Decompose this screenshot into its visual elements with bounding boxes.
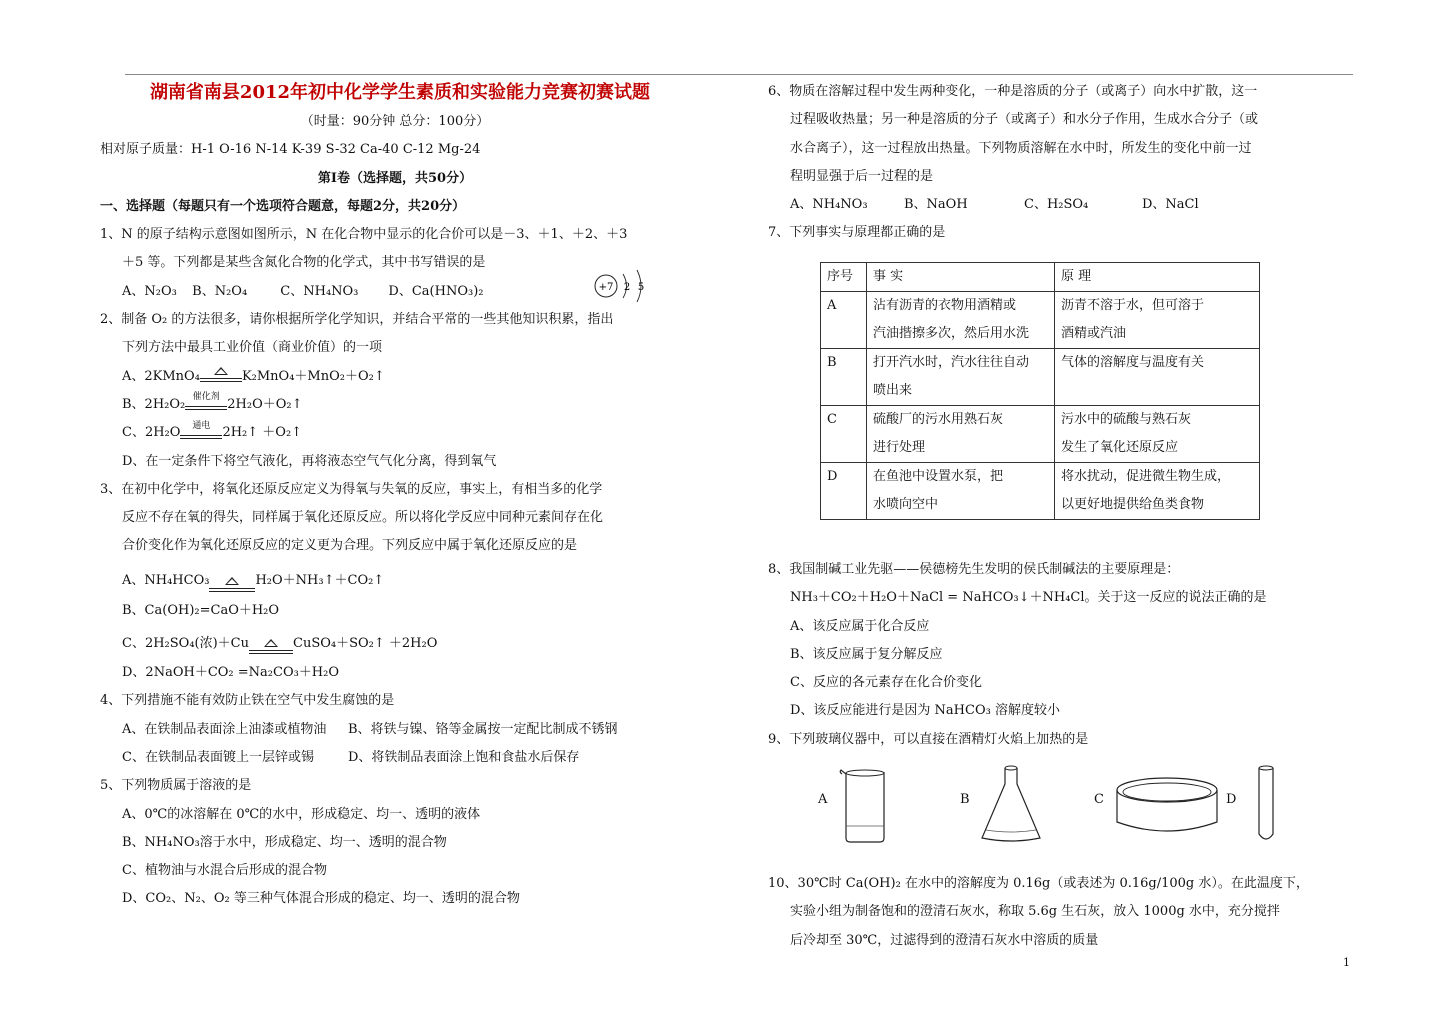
q3-option-a bbox=[100, 561, 690, 597]
page-number: 1 bbox=[1343, 956, 1350, 969]
table-cell: 将水扰动，促进微生物生成， 以更好地提供给鱼类食物 bbox=[1055, 463, 1260, 520]
q2-option-d: D、在一定条件下将空气液化，再将液态空气气化分离，得到氧气 bbox=[122, 453, 497, 469]
q3-stem-line2: 反应不存在氧的得失，同样属于氧化还原反应。所以将化学反应中同种元素间存在化 bbox=[122, 510, 604, 526]
catalyst-label: 催化剂 bbox=[192, 392, 220, 403]
table-row bbox=[821, 463, 1260, 520]
atom-shell1-label: 2 bbox=[623, 282, 631, 293]
q6-stem-line1: 6、物质在溶解过程中发生两种变化，一种是溶质的分子（或离子）向水中扩散，这一 bbox=[768, 84, 1258, 99]
table-header-cell: 事 实 bbox=[867, 263, 1055, 292]
q1-option-c: C、NH₄NO₃ bbox=[280, 283, 359, 299]
q10-block bbox=[768, 870, 1368, 955]
q7-stem: 7、下列事实与原理都正确的是 bbox=[768, 225, 946, 241]
glassware-label-d: D bbox=[1226, 792, 1237, 807]
q8-q10-block bbox=[768, 556, 1358, 754]
atomic-masses: 相对原子质量：H-1 O-16 N-14 K-39 S-32 Ca-40 C-12 Mg-24 bbox=[100, 142, 481, 158]
table-cell: 沾有沥青的衣物用酒精或 汽油揩擦多次，然后用水洗 bbox=[867, 292, 1055, 349]
q2-b-reactant: B、2H₂O₂ bbox=[122, 396, 186, 412]
q2-stem-line2: 下列方法中最具工业价值（商业价值）的一项 bbox=[122, 340, 383, 356]
q5-option-b: B、NH₄NO₃溶于水中，形成稳定、均一、透明的混合物 bbox=[122, 834, 447, 850]
q5-option-a: A、0℃的冰溶解在 0℃的水中，形成稳定、均一、透明的液体 bbox=[122, 806, 481, 822]
glassware-label-b: B bbox=[960, 792, 970, 807]
q3-option-d: D、2NaOH＋CO₂ =Na₂CO₃＋H₂O bbox=[122, 665, 340, 681]
q1-option-a: A、N₂O₃ bbox=[122, 283, 177, 299]
table-cell: 沥青不溶于水，但可溶于 酒精或汽油 bbox=[1055, 292, 1260, 349]
q3-a-product: H₂O＋NH₃↑＋CO₂↑ bbox=[255, 572, 385, 588]
q6-option-a: A、NH₄NO₃ bbox=[790, 197, 868, 213]
heat-equals-sign bbox=[249, 635, 293, 663]
q1-option-b: B、N₂O₄ bbox=[192, 283, 248, 299]
nitrogen-atom-diagram bbox=[590, 266, 660, 306]
q8-stem-line1: 8、我国制碱工业先驱——侯德榜先生发明的侯氏制碱法的主要原理是： bbox=[768, 562, 1180, 577]
table-row bbox=[821, 406, 1260, 463]
q2-a-reactant: A、2KMnO₄ bbox=[122, 368, 200, 384]
q4-option-d: D、将铁制品表面涂上饱和食盐水后保存 bbox=[348, 749, 580, 765]
table-cell: 打开汽水时，汽水往往自动 喷出来 bbox=[867, 349, 1055, 406]
table-cell: C bbox=[821, 406, 867, 463]
beaker-icon bbox=[836, 766, 896, 846]
q4-options-cd bbox=[100, 744, 690, 772]
table-header-cell: 序号 bbox=[821, 263, 867, 292]
q6-option-b: B、NaOH bbox=[904, 197, 968, 213]
q6-option-d: D、NaCl bbox=[1142, 197, 1199, 213]
q4-options-ab bbox=[100, 716, 690, 744]
q2-b-product: 2H₂O＋O₂↑ bbox=[227, 396, 303, 412]
q4-option-b: B、将铁与镍、铬等金属按一定配比制成不锈钢 bbox=[348, 721, 618, 737]
heat-triangle-icon bbox=[264, 639, 278, 647]
table-row bbox=[821, 349, 1260, 406]
q6-stem-line3: 水合离子），这一过程放出热量。下列物质溶解在水中时，所发生的变化中前一过 bbox=[790, 140, 1252, 156]
q5-stem: 5、下列物质属于溶液的是 bbox=[100, 778, 252, 794]
table-header-row bbox=[821, 263, 1260, 292]
q4-option-a: A、在铁制品表面涂上油漆或植物油 bbox=[122, 721, 327, 737]
q2-stem-line1: 2、制备 O₂ 的方法很多，请你根据所学化学知识，并结合平常的一些其他知识积累，指出 bbox=[100, 312, 614, 328]
heat-equals-sign bbox=[209, 573, 255, 601]
q8-option-b: B、该反应属于复分解反应 bbox=[790, 646, 943, 662]
test-tube-icon bbox=[1252, 764, 1282, 844]
glassware-label-a: A bbox=[818, 792, 828, 807]
q3-option-c bbox=[100, 625, 690, 659]
q3-stem-line3: 合价变化作为氧化还原反应的定义更为合理。下列反应中属于氧化还原反应的是 bbox=[122, 538, 578, 554]
heat-triangle-icon bbox=[214, 367, 228, 375]
right-column bbox=[768, 78, 1358, 948]
atom-shell2-label: 5 bbox=[637, 282, 645, 293]
section1-header: 一、选择题（每题只有一个选项符合题意，每题2分，共20分） bbox=[100, 198, 466, 214]
time-info: （时量：90分钟 总分：100分） bbox=[300, 114, 490, 129]
q5-option-c: C、植物油与水混合后形成的混合物 bbox=[122, 863, 327, 879]
electrolysis-label: 通电 bbox=[192, 420, 211, 431]
q8-option-d: D、该反应能进行是因为 NaHCO₃ 溶解度较小 bbox=[790, 703, 1060, 719]
q6-stem-line4: 程明显强于后一过程的是 bbox=[790, 168, 934, 184]
q3-a-reactant: A、NH₄HCO₃ bbox=[122, 572, 210, 588]
table-cell: B bbox=[821, 349, 867, 406]
heat-triangle-icon bbox=[225, 577, 239, 585]
table-cell: 硫酸厂的污水用熟石灰 进行处理 bbox=[867, 406, 1055, 463]
table-row bbox=[821, 292, 1260, 349]
q8-stem-line2: NH₃＋CO₂＋H₂O＋NaCl = NaHCO₃↓＋NH₄Cl。关于这一反应的说法正确的是 bbox=[790, 590, 1267, 606]
part1-header: 第Ⅰ卷（选择题，共50分） bbox=[317, 170, 473, 186]
q2-a-product: K₂MnO₄＋MnO₂＋O₂↑ bbox=[241, 368, 385, 384]
catalyst-equals-sign bbox=[185, 391, 227, 419]
conical-flask-icon bbox=[976, 764, 1046, 844]
table-cell: A bbox=[821, 292, 867, 349]
table-header-cell: 原 理 bbox=[1055, 263, 1260, 292]
page-title: 湖南省南县2012年初中化学学生素质和实验能力竞赛初赛试题 bbox=[149, 82, 651, 103]
table-cell: D bbox=[821, 463, 867, 520]
electrolysis-equals-sign bbox=[180, 420, 222, 448]
q1-option-d: D、Ca(HNO₃)₂ bbox=[388, 283, 484, 299]
table-cell: 污水中的硫酸与熟石灰 发生了氧化还原反应 bbox=[1055, 406, 1260, 463]
q6-stem-line2: 过程吸收热量；另一种是溶质的分子（或离子）和水分子作用，生成水合分子（或 bbox=[790, 112, 1259, 128]
q2-c-reactant: C、2H₂O bbox=[122, 425, 181, 441]
table-cell: 气体的溶解度与温度有关 bbox=[1055, 349, 1260, 406]
left-column bbox=[100, 78, 690, 914]
q10-stem-line2: 实验小组为制备饱和的澄清石灰水，称取 5.6g 生石灰，放入 1000g 水中，充分搅拌 bbox=[790, 904, 1280, 920]
q3-option-b: B、Ca(OH)₂=CaO＋H₂O bbox=[122, 602, 280, 618]
evaporating-dish-icon bbox=[1112, 772, 1222, 852]
q2-option-b bbox=[100, 391, 690, 419]
q4-stem: 4、下列措施不能有效防止铁在空气中发生腐蚀的是 bbox=[100, 693, 395, 709]
heat-equals-sign bbox=[200, 363, 242, 391]
q1-stem-line2: ＋5 等。下列都是某些含氮化合物的化学式，其中书写错误的是 bbox=[122, 255, 486, 271]
q6-options bbox=[768, 191, 1358, 219]
q8-option-a: A、该反应属于化合反应 bbox=[790, 618, 930, 634]
glassware-label-c: C bbox=[1094, 792, 1104, 807]
q9-stem: 9、下列玻璃仪器中，可以直接在酒精灯火焰上加热的是 bbox=[768, 731, 1089, 747]
q3-c-reactant: C、2H₂SO₄(浓)＋Cu bbox=[122, 636, 250, 652]
top-rule bbox=[125, 74, 1353, 75]
q5-option-d: D、CO₂、N₂、O₂ 等三种气体混合形成的稳定、均一、透明的混合物 bbox=[122, 891, 520, 907]
q2-option-c bbox=[100, 419, 690, 447]
table-cell: 在鱼池中设置水泵，把 水喷向空中 bbox=[867, 463, 1055, 520]
q10-stem-line3: 后冷却至 30℃，过滤得到的澄清石灰水中溶质的质量 bbox=[790, 932, 1099, 948]
q3-stem-line1: 3、在初中化学中，将氧化还原反应定义为得氧与失氧的反应，事实上，有相当多的化学 bbox=[100, 481, 603, 497]
q4-option-c: C、在铁制品表面镀上一层锌或锡 bbox=[122, 749, 314, 765]
q7-table bbox=[820, 262, 1260, 520]
q2-option-a bbox=[100, 363, 690, 391]
q6-option-c: C、H₂SO₄ bbox=[1024, 197, 1089, 213]
atom-nucleus-label: +7 bbox=[598, 282, 614, 293]
q1-stem-line1: 1、N 的原子结构示意图如图所示，N 在化合物中显示的化合价可以是－3、＋1、＋2、＋3 bbox=[100, 227, 628, 243]
q2-c-product: 2H₂↑ ＋O₂↑ bbox=[222, 425, 303, 441]
q10-stem-line1: 10、30℃时 Ca(OH)₂ 在水中的溶解度为 0.16g（或表述为 0.16g/100g 水）。在此温度下， bbox=[768, 876, 1309, 891]
q3-c-product: CuSO₄＋SO₂↑ ＋2H₂O bbox=[293, 636, 438, 652]
q8-option-c: C、反应的各元素存在化合价变化 bbox=[790, 675, 982, 691]
